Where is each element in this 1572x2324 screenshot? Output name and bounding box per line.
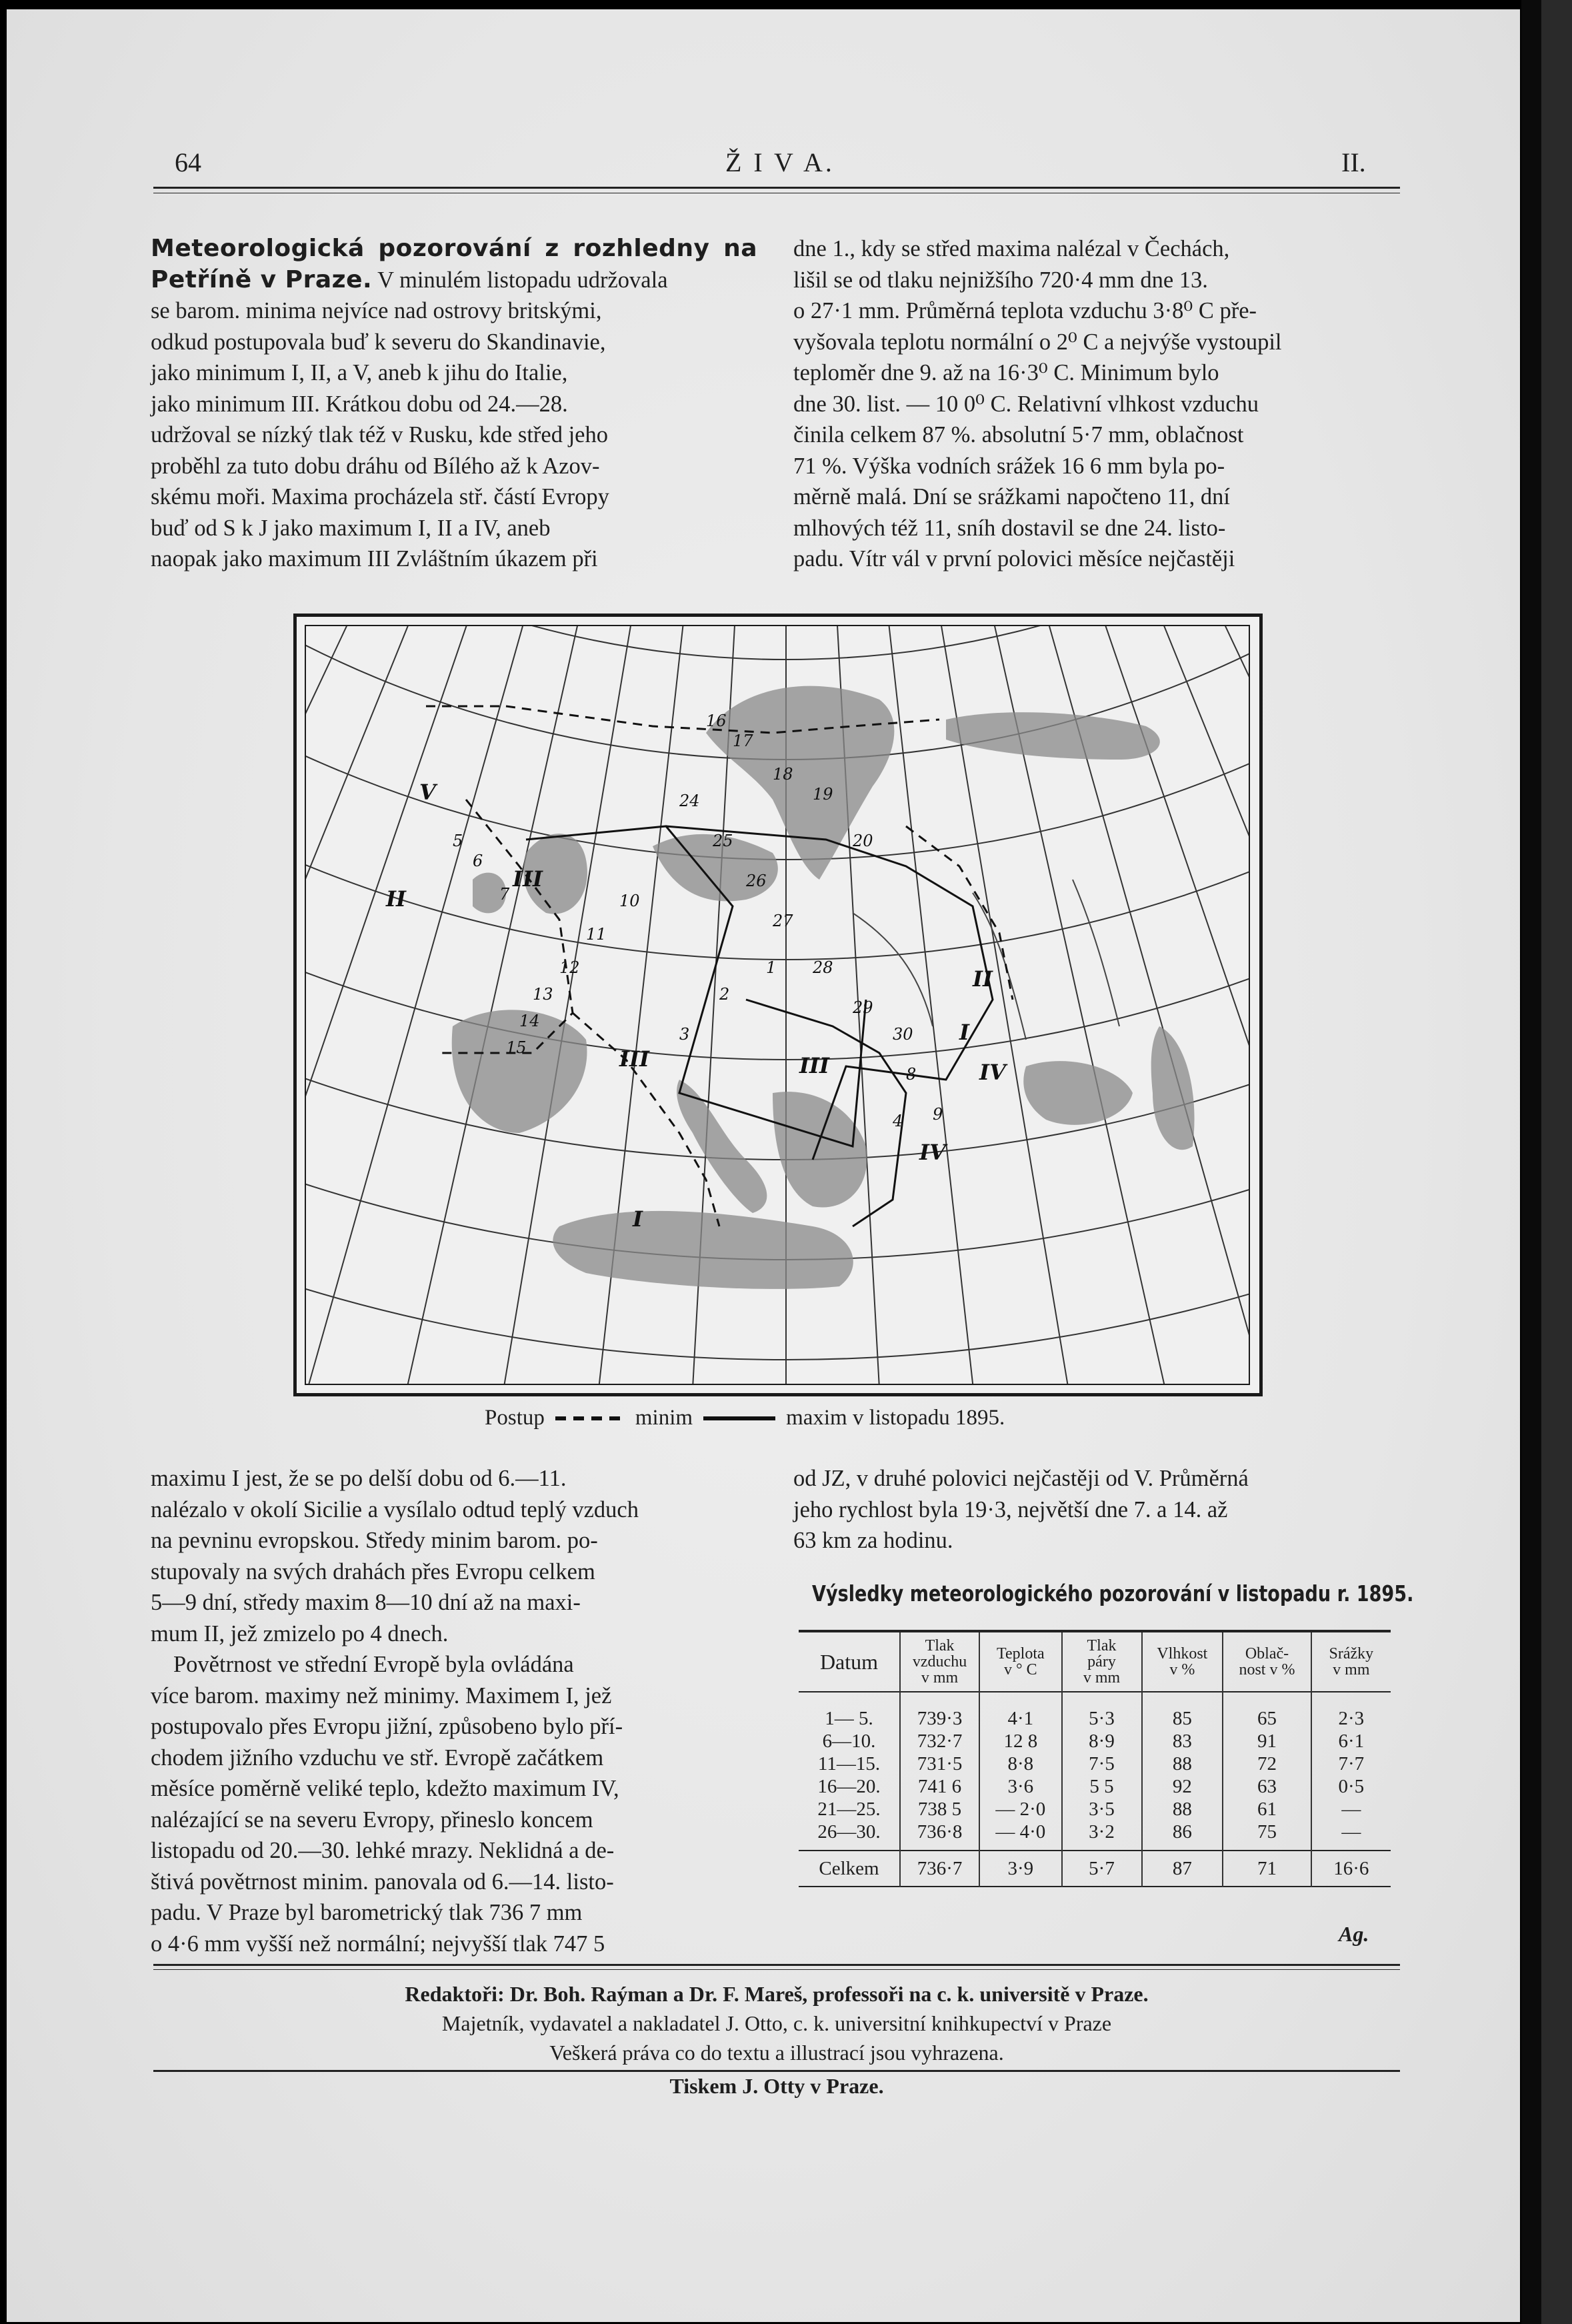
- cell-vlhkost: 87: [1142, 1851, 1223, 1887]
- meridian-line: [306, 626, 403, 1322]
- track-label-date: 8: [906, 1065, 917, 1084]
- cell-teplota: 8·8: [979, 1753, 1061, 1775]
- text-line: dne 1., kdy se střed maxima nalézal v Čechách,: [793, 236, 1230, 261]
- track-label-roman: III: [799, 1053, 829, 1078]
- cell-para: 5·7: [1062, 1851, 1142, 1887]
- cell-datum: 21—25.: [799, 1798, 900, 1821]
- text-line: dne 30. list. — 10 0⁰ C. Relativní vlhkost vzduchu: [793, 391, 1259, 417]
- track-label-date: 1: [766, 958, 777, 977]
- cell-tlak: 732·7: [900, 1730, 979, 1753]
- author-signature: Ag.: [1339, 1922, 1369, 1946]
- arctic-coast-land: [946, 712, 1160, 760]
- cell-datum: 11—15.: [799, 1753, 900, 1775]
- dashed-line-legend: [555, 1416, 625, 1420]
- text-line: na pevninu evropskou. Středy minim barom. po-: [151, 1528, 598, 1553]
- text-line: 63 km za hodinu.: [793, 1528, 953, 1553]
- cell-oblacnost: 72: [1223, 1753, 1311, 1775]
- cell-tlak: 736·7: [900, 1851, 979, 1887]
- text-line: měrně malá. Dní se srážkami napočteno 11, dní: [793, 484, 1230, 509]
- text-line: nalézalo v okolí Sicilie a vysílalo odtud teplý vzduch: [151, 1496, 639, 1522]
- track-label-roman: IV: [919, 1140, 946, 1165]
- text-line: měsíce poměrně veliké teplo, kdežto maximum IV,: [151, 1776, 619, 1801]
- cell-teplota: 3·9: [979, 1851, 1061, 1887]
- map-caption: [485, 1406, 1005, 1430]
- north-africa-land: [553, 1211, 853, 1289]
- text-line: maximu I jest, že se po delší dobu od 6.—11.: [151, 1466, 567, 1491]
- text-line: mum II, jež zmizelo po 4 dnech.: [151, 1620, 449, 1646]
- cell-srazky: 0·5: [1338, 1776, 1365, 1797]
- cell-para: 5 5: [1062, 1775, 1142, 1798]
- header-rule: [153, 187, 1400, 189]
- text-line: postupovalo přes Evropu jižní, způsobeno bylo pří-: [151, 1714, 623, 1739]
- text-line: 5—9 dní, středy maxim 8—10 dní až na maxi-: [151, 1590, 581, 1615]
- cell-tlak: 739·3: [900, 1692, 979, 1730]
- text-line: stupovaly na svých drahách přes Evropu celkem: [151, 1558, 595, 1584]
- track-label-date: 28: [813, 958, 833, 977]
- footer-rule: [153, 1964, 1400, 1966]
- meridian-line: [306, 626, 448, 1361]
- crimea-land: [1023, 1061, 1133, 1125]
- text-line: padu. V Praze byl barometrický tlak 736 7 mm: [151, 1900, 583, 1925]
- europe-map-figure: [293, 614, 1263, 1396]
- track-label-roman: III: [619, 1046, 649, 1072]
- journal-title: Ž I V A.: [725, 147, 835, 177]
- text-line: 71 %. Výška vodních srážek 16 6 mm byla po-: [793, 453, 1225, 479]
- text-line: naopak jako maximum III Zvláštním úkazem při: [151, 546, 598, 571]
- cell-teplota: — 2·0: [979, 1798, 1061, 1821]
- table-row: [799, 1730, 1391, 1753]
- header-tlak-vzduchu: Tlak vzduchu v mm: [900, 1631, 979, 1692]
- footer-publisher: Majetník, vydavatel a nakladatel J. Otto, c. k. universitní knihkupectví v Praze: [441, 2011, 1112, 2035]
- track-label-date: 3: [679, 1025, 690, 1044]
- meridian-line: [306, 626, 495, 1384]
- table-total-row: [799, 1851, 1391, 1887]
- text-line: listopadu od 20.—30. lehké mrazy. Neklidná a de-: [151, 1838, 615, 1863]
- text-line: buď od S k J jako maximum I, II a IV, aneb: [151, 515, 551, 541]
- table-header-row: [799, 1631, 1391, 1692]
- cell-tlak: 741 6: [900, 1775, 979, 1798]
- text-line: mlhových též 11, sníh dostavil se dne 24. listo-: [793, 515, 1226, 541]
- track-label-roman: IV: [979, 1060, 1006, 1085]
- text-line: o 27·1 mm. Průměrná teplota vzduchu 3·8⁰ C pře-: [793, 298, 1257, 323]
- cell-srazky: 7·7: [1338, 1753, 1365, 1775]
- cell-teplota: — 4·0: [979, 1821, 1061, 1851]
- text-line: lišil se od tlaku nejnižšího 720·4 mm dne 13.: [793, 267, 1208, 293]
- meridian-line: [306, 626, 359, 1277]
- solid-line-legend: [703, 1416, 775, 1420]
- text-line: se barom. minima nejvíce nad ostrovy britskými,: [151, 298, 602, 323]
- track-label-roman: II: [973, 966, 993, 992]
- cell-srazky: 6·1: [1338, 1730, 1365, 1752]
- text-line: od JZ, v druhé polovici nejčastěji od V. Průměrná: [793, 1466, 1249, 1491]
- footer-rule-bottom: [153, 2070, 1400, 2072]
- text-line: vyšovala teplotu normální o 2⁰ C a nejvýše vystoupil: [793, 329, 1282, 355]
- cell-oblacnost: 75: [1223, 1821, 1311, 1851]
- text-line: teploměr dne 9. až na 16·3⁰ C. Minimum bylo: [793, 360, 1219, 385]
- cell-srazky: 2·3: [1338, 1708, 1365, 1729]
- track-label-date: 14: [519, 1012, 540, 1030]
- map-inner-border: [305, 625, 1250, 1385]
- text-line: Povětrnost ve střední Evropě byla ovládána: [173, 1652, 574, 1677]
- header-oblacnost: Oblač- nost v %: [1223, 1631, 1311, 1692]
- caption-maxim: maxim v listopadu 1895.: [786, 1406, 1005, 1430]
- track-label-date: 18: [773, 765, 793, 784]
- cell-vlhkost: 92: [1142, 1775, 1223, 1798]
- cell-srazky: —: [1341, 1799, 1361, 1820]
- lower-left-column: [151, 1463, 757, 1959]
- text-line: jako minimum I, II, a V, aneb k jihu do Italie,: [151, 360, 568, 385]
- text-line: padu. Vítr vál v první polovici měsíce nejčastěji: [793, 546, 1235, 571]
- cell-para: 7·5: [1062, 1753, 1142, 1775]
- cell-teplota: 4·1: [979, 1692, 1061, 1730]
- text-line: V minulém listopadu udržovala: [372, 267, 668, 293]
- parallel-line: [306, 805, 1249, 1060]
- cell-oblacnost: 65: [1223, 1692, 1311, 1730]
- book-spine: [1521, 0, 1541, 2324]
- header-teplota: Teplota v ° C: [979, 1631, 1061, 1692]
- cell-oblacnost: 61: [1223, 1798, 1311, 1821]
- footer-rights: Veškerá práva co do textu a illustrací jsou vyhrazena.: [549, 2041, 1004, 2065]
- table-row: [799, 1692, 1391, 1730]
- track-label-date: 6: [473, 852, 483, 870]
- table-row: [799, 1798, 1391, 1821]
- map-rivers: [853, 880, 1119, 1040]
- track-label-date: 27: [773, 912, 793, 930]
- track-label-date: 11: [586, 925, 607, 944]
- track-label-date: 24: [679, 792, 700, 810]
- header-vlhkost: Vlhkost v %: [1142, 1631, 1223, 1692]
- cell-vlhkost: 88: [1142, 1798, 1223, 1821]
- table-row: [799, 1821, 1391, 1851]
- cell-para: 3·5: [1062, 1798, 1142, 1821]
- text-line: činila celkem 87 %. absolutní 5·7 mm, oblačnost: [793, 422, 1244, 447]
- cell-para: 8·9: [1062, 1730, 1142, 1753]
- cell-teplota: 3·6: [979, 1775, 1061, 1798]
- track-label-roman: I: [959, 1020, 969, 1045]
- caspian-land: [1151, 1026, 1195, 1150]
- caption-minim: minim: [635, 1406, 693, 1430]
- cell-datum: 1— 5.: [799, 1692, 900, 1730]
- cell-teplota: 12 8: [979, 1730, 1061, 1753]
- meridian-line: [1213, 626, 1249, 1277]
- header-srazky: Srážky v mm: [1329, 1645, 1374, 1678]
- track-label-date: 29: [853, 998, 873, 1017]
- article-left-column: [151, 233, 757, 575]
- cell-tlak: 731·5: [900, 1753, 979, 1775]
- lower-right-column: [793, 1463, 1401, 1556]
- header-tlak-pary: Tlak páry v mm: [1062, 1631, 1142, 1692]
- track-label-date: 7: [499, 885, 510, 904]
- italy-land: [677, 1080, 767, 1213]
- cell-oblacnost: 63: [1223, 1775, 1311, 1798]
- cell-celkem: Celkem: [799, 1851, 900, 1887]
- text-line: odkud postupovala buď k severu do Skandinavie,: [151, 329, 606, 355]
- track-label-date: 9: [933, 1105, 943, 1124]
- cell-srazky: —: [1341, 1821, 1361, 1843]
- cell-datum: 6—10.: [799, 1730, 900, 1753]
- text-line: štivá povětrnost minim. panovala od 6.—14. listo-: [151, 1869, 614, 1895]
- track-label-roman: II: [386, 886, 406, 912]
- track-label-date: 10: [619, 892, 640, 910]
- cell-oblacnost: 71: [1223, 1851, 1311, 1887]
- track-label-date: 5: [453, 832, 463, 850]
- cell-para: 5·3: [1062, 1692, 1142, 1730]
- track-label-date: 16: [706, 712, 727, 730]
- cell-datum: 26—30.: [799, 1821, 900, 1851]
- scan-edge: [1541, 0, 1572, 2324]
- cell-vlhkost: 83: [1142, 1730, 1223, 1753]
- text-line: skému moři. Maxima procházela stř. částí Evropy: [151, 484, 609, 509]
- meridian-line: [393, 626, 590, 1384]
- cell-vlhkost: 88: [1142, 1753, 1223, 1775]
- cell-para: 3·2: [1062, 1821, 1142, 1851]
- cell-datum: 16—20.: [799, 1775, 900, 1798]
- meridian-line: [306, 626, 541, 1384]
- meridian-line: [1169, 626, 1249, 1322]
- text-line: nalézající se na severu Evropy, přineslo koncem: [151, 1807, 593, 1833]
- europe-map: [306, 626, 1249, 1384]
- track-label-date: 30: [893, 1025, 913, 1044]
- cell-vlhkost: 86: [1142, 1821, 1223, 1851]
- track-label-date: 19: [813, 785, 833, 804]
- table-row: [799, 1753, 1391, 1775]
- cell-srazky: 16·6: [1333, 1858, 1369, 1879]
- footer-editors: Redaktoři: Dr. Boh. Raýman a Dr. F. Mareš, professoři na c. k. universitě v Praze.: [405, 1982, 1149, 2006]
- weather-table: [799, 1630, 1391, 1887]
- track-label-date: 17: [733, 732, 753, 750]
- issue-number: II.: [1341, 147, 1366, 177]
- track-label-date: 15: [506, 1038, 527, 1057]
- track-label-date: 4: [893, 1112, 903, 1130]
- text-line: jeho rychlost byla 19·3, největší dne 7. a 14. až: [793, 1496, 1228, 1522]
- landmass-shading: [452, 686, 1195, 1289]
- caption-postup: Postup: [485, 1406, 545, 1430]
- track-label-roman: V: [419, 780, 436, 805]
- page-number: 64: [175, 147, 201, 177]
- track-label-date: 20: [853, 832, 873, 850]
- text-line: jako minimum III. Krátkou dobu od 24.—28.: [151, 391, 568, 417]
- text-line: proběhl za tuto dobu dráhu od Bílého až k Azov-: [151, 453, 600, 479]
- track-label-date: 25: [713, 832, 733, 850]
- cell-oblacnost: 91: [1223, 1730, 1311, 1753]
- text-line: více barom. maximy než minimy. Maximem I, jež: [151, 1682, 612, 1708]
- cell-tlak: 736·8: [900, 1821, 979, 1851]
- track-label-date: 12: [559, 958, 580, 977]
- track-label-roman: III: [513, 866, 543, 892]
- cell-tlak: 738 5: [900, 1798, 979, 1821]
- track-label-date: 26: [746, 872, 767, 890]
- track-label-date: 2: [719, 985, 730, 1004]
- text-line: chodem jižního vzduchu ve stř. Evropě začátkem: [151, 1745, 604, 1771]
- footer-rule-thin: [153, 1969, 1400, 1970]
- cell-vlhkost: 85: [1142, 1692, 1223, 1730]
- table-row: [799, 1775, 1391, 1798]
- text-line: o 4·6 mm vyšší než normální; nejvyšší tlak 747 5: [151, 1931, 605, 1957]
- text-line: udržoval se nízký tlak též v Rusku, kde střed jeho: [151, 422, 608, 447]
- track-label-roman: I: [633, 1206, 643, 1232]
- table-title: Výsledky meteorologického pozorování v listopadu r. 1895.: [812, 1580, 1414, 1606]
- article-right-column: [793, 233, 1401, 575]
- article-title: Meteorologická pozorování z rozhledny na Petříně v Praze.: [151, 235, 757, 293]
- track-label-date: 13: [533, 985, 553, 1004]
- footer-printer: Tiskem J. Otty v Praze.: [669, 2074, 884, 2098]
- balkans-land: [773, 1092, 867, 1207]
- header-datum: Datum: [799, 1631, 900, 1692]
